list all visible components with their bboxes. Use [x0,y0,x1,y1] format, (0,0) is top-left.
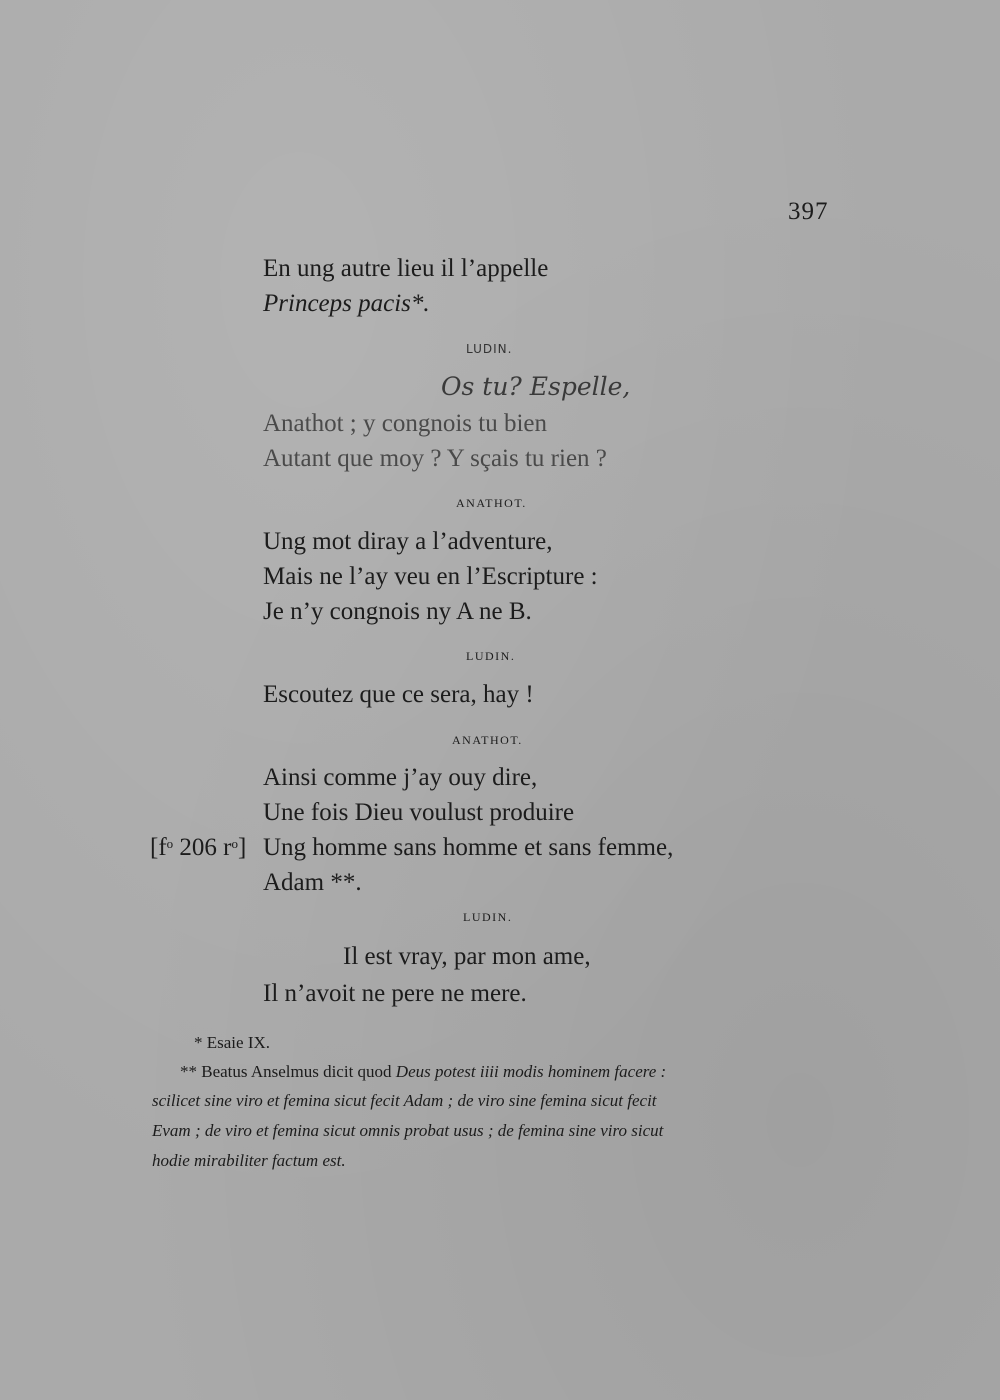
verse-line: Je n’y congnois ny A ne B. [263,598,532,625]
verse-line: Mais ne l’ay veu en l’Escripture : [263,563,598,590]
verse-line: Une fois Dieu voulust produire [263,799,575,826]
verse-line: En ung autre lieu il l’appelle [263,255,549,282]
page-number: 397 [788,198,829,225]
verse-line: Il est vray, par mon ame, [343,943,591,970]
footnote-line: scilicet sine viro et femina sicut fecit Adam ; de viro sine femina sicut fecit [152,1091,657,1110]
speaker-name: LUDIN. [466,649,516,663]
footnote-text: ** Beatus Anselmus dicit quod [180,1062,392,1081]
speaker-name: ANATHOT. [452,733,523,747]
verse-line: Autant que moy ? Y sçais tu rien ? [263,445,607,472]
verse-line: Princeps pacis*. [263,290,430,317]
footnote-line: Evam ; de viro et femina sicut omnis probat usus ; de femina sine viro sicut [152,1121,664,1140]
folio-marker: [$f^o$ 206 $r^o$] [150,834,247,861]
verse-line: Os tu? Espelle, [441,372,631,401]
speaker-name: LUDIN. [463,910,513,924]
footnote-text-italic: Deus potest iiii modis hominem facere : [395,1062,667,1081]
verse-line: Ung homme sans homme et sans femme, [263,834,674,861]
speaker-name: ANATHOT. [456,496,527,510]
footnote: * Esaie IX. [194,1033,271,1052]
verse-line: Anathot ; y congnois tu bien [263,410,547,437]
verse-line: Il n’avoit ne pere ne mere. [263,980,527,1007]
verse-line: Escoutez que ce sera, hay ! [263,681,534,708]
footnote-line: hodie mirabiliter factum est. [152,1151,346,1170]
verse-line: Adam **. [263,869,362,896]
speaker-name: LUDIN. [466,342,513,356]
verse-line: Ainsi comme j’ay ouy dire, [263,764,538,791]
verse-line: Ung mot diray a l’adventure, [263,528,553,555]
footnote [180,1062,666,1082]
